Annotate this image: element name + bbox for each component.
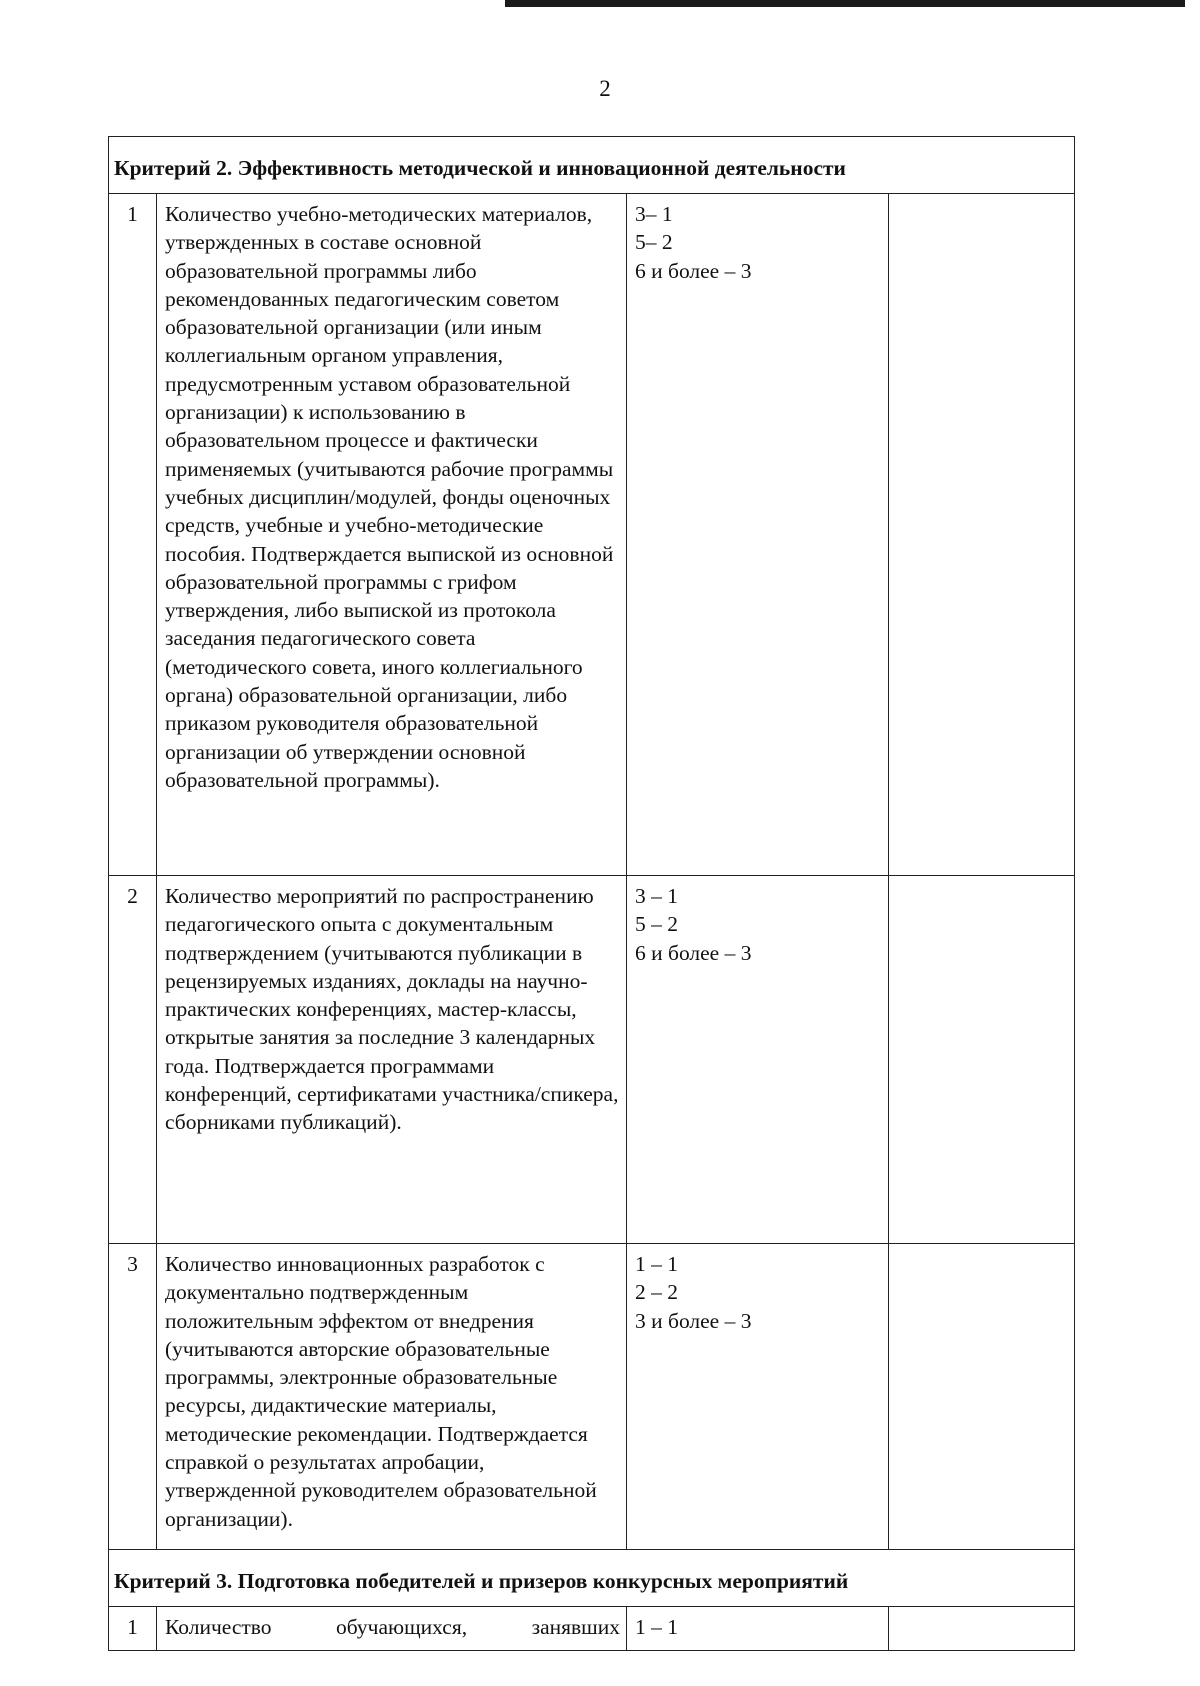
score-item: 6 и более – 3 <box>635 258 752 283</box>
score-item: 6 и более – 3 <box>635 940 752 965</box>
row-description <box>157 1607 627 1651</box>
empty-points-cell <box>889 194 1075 876</box>
criterion-3-title: Критерий 3. Подготовка победителей и призеров конкурсных мероприятий <box>109 1550 1075 1607</box>
row-number: 2 <box>109 876 157 1244</box>
row-number: 3 <box>109 1244 157 1550</box>
table-row <box>109 1607 1075 1651</box>
page-number: 2 <box>599 76 611 101</box>
table-row <box>109 876 1075 1244</box>
score-scale <box>627 876 889 1244</box>
criterion-2-title: Критерий 2. Эффективность методической и инновационной деятельности <box>109 137 1075 194</box>
criterion-2-header-row <box>109 137 1075 194</box>
description-word: обучающихся, <box>336 1615 468 1639</box>
table-row <box>109 194 1075 876</box>
score-item: 1 – 1 <box>635 1615 678 1639</box>
row-description: Количество инновационных разработок с документально подтвержденным положительным эффектом от внедрения (учитываются авторские образовательные программы, электронные образовательные ресурсы, дидактические материалы, методические рекомендации. Подтверждается справкой о результатах апробации, утвержденной руководителем образовательной организации). <box>157 1244 627 1550</box>
score-item: 5 – 2 <box>635 912 678 937</box>
empty-points-cell <box>889 1607 1075 1651</box>
criteria-table <box>108 136 1075 1651</box>
empty-points-cell <box>889 1244 1075 1550</box>
description-word: занявших <box>531 1615 620 1639</box>
row-number: 1 <box>109 194 157 876</box>
criterion-3-header-row <box>109 1550 1075 1607</box>
score-scale <box>627 1244 889 1550</box>
row-description: Количество мероприятий по распространению педагогического опыта с документальным подтверждением (учитываются публикации в рецензируемых изданиях, доклады на научно-практических конференциях, мастер-классы, открытые занятия за последние 3 календарных года. Подтверждается программами конференций, сертификатами участника/спикера, сборниками публикаций). <box>157 876 627 1244</box>
score-item: 1 – 1 <box>635 1252 678 1276</box>
score-item: 5– 2 <box>635 230 673 255</box>
row-description: Количество учебно-методических материалов, утвержденных в составе основной образовательной программы либо рекомендованных педагогическим советом образовательной организации (или иным коллегиальным органом управления, предусмотренным уставом образовательной организации) к использованию в образовательном процессе и фактически применяемых (учитываются рабочие программы учебных дисциплин/модулей, фонды оценочных средств, учебные и учебно-методические пособия. Подтверждается выпиской из основной образовательной программы с грифом утверждения, либо выпиской из протокола заседания педагогического совета (методического совета, иного коллегиального органа) образовательной организации, либо приказом руководителя образовательной организации об утверждении основной образовательной программы). <box>157 194 627 876</box>
table-row <box>109 1244 1075 1550</box>
score-item: 3– 1 <box>635 202 673 226</box>
row-number: 1 <box>109 1607 157 1651</box>
description-word: Количество <box>165 1615 272 1639</box>
top-border-line <box>505 0 1185 7</box>
score-item: 3 и более – 3 <box>635 1308 752 1333</box>
score-scale <box>627 194 889 876</box>
empty-points-cell <box>889 876 1075 1244</box>
score-scale <box>627 1607 889 1651</box>
score-item: 2 – 2 <box>635 1280 678 1305</box>
score-item: 3 – 1 <box>635 884 678 908</box>
